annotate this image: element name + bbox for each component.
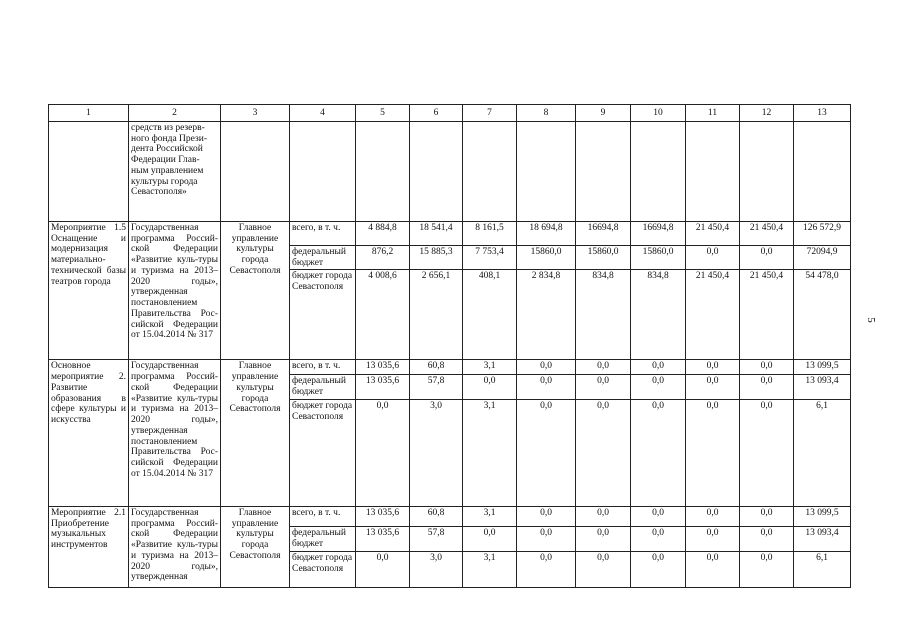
value-cell: 0,0: [356, 551, 410, 587]
funding-source-cell: всего, в т. ч.: [290, 222, 356, 246]
funding-source-cell: федеральный бюджет: [290, 526, 356, 551]
cont-cell: [794, 122, 851, 222]
funding-source-cell: всего, в т. ч.: [290, 506, 356, 526]
value-cell: 3,0: [410, 551, 463, 587]
value-cell: 6,1: [794, 551, 851, 587]
value-cell: 57,8: [410, 526, 463, 551]
value-cell: 13 035,6: [356, 375, 410, 399]
value-cell: 0,0: [740, 399, 794, 506]
budget-table: [48, 104, 851, 588]
value-cell: 876,2: [356, 246, 410, 270]
header-cell: 12: [740, 105, 794, 122]
executor-cell: Главное управление культуры города Севастополя: [221, 506, 290, 587]
value-cell: 0,0: [517, 375, 576, 399]
value-cell: 13 093,4: [794, 526, 851, 551]
value-cell: 834,8: [576, 270, 631, 360]
value-cell: 0,0: [576, 526, 631, 551]
value-cell: 60,8: [410, 360, 463, 375]
value-cell: 0,0: [463, 375, 517, 399]
value-cell: 0,0: [686, 506, 740, 526]
value-cell: 0,0: [517, 506, 576, 526]
value-cell: 0,0: [576, 360, 631, 375]
value-cell: 3,1: [463, 506, 517, 526]
program-cell: Государственная программа Россий-ской Федерации «Развитие куль-туры и туризма на 2013–2020 годы», утвержденная: [129, 506, 221, 587]
executor-cell: Главное управление культуры города Севастополя: [221, 360, 290, 506]
value-cell: 0,0: [686, 246, 740, 270]
value-cell: 2 656,1: [410, 270, 463, 360]
value-cell: 3,1: [463, 551, 517, 587]
value-cell: 0,0: [631, 526, 686, 551]
cont-cell: [410, 122, 463, 222]
measure-cell: Мероприятие 1.5 Оснащение и модернизация материально-технической базы театров города: [49, 222, 129, 360]
value-cell: 54 478,0: [794, 270, 851, 360]
value-cell: 21 450,4: [686, 270, 740, 360]
value-cell: 0,0: [356, 399, 410, 506]
value-cell: 126 572,9: [794, 222, 851, 246]
continuation-row: [49, 122, 851, 222]
value-cell: 834,8: [631, 270, 686, 360]
value-cell: 72094,9: [794, 246, 851, 270]
program-cell: Государственная программа Россий-ской Федерации «Развитие куль-туры и туризма на 2013–2020 годы», утвержденная постановлением Правительства Рос-сийской Федерации от 15.04.2014 № 317: [129, 222, 221, 360]
header-row: [49, 105, 851, 122]
funding-source-cell: бюджет города Севастополя: [290, 270, 356, 360]
header-cell: 5: [356, 105, 410, 122]
value-cell: 15 885,3: [410, 246, 463, 270]
cont-cell: [686, 122, 740, 222]
header-cell: 1: [49, 105, 129, 122]
value-cell: 0,0: [740, 506, 794, 526]
value-cell: 0,0: [740, 526, 794, 551]
cont-program-cell: средств из резерв- ного фонда Прези- дента Российской Федерации Глав- ным управлением культуры города Севастополя»: [129, 122, 221, 222]
value-cell: 6,1: [794, 399, 851, 506]
value-cell: 57,8: [410, 375, 463, 399]
value-cell: 0,0: [740, 246, 794, 270]
cont-cell: [463, 122, 517, 222]
value-cell: 0,0: [740, 375, 794, 399]
value-cell: 15860,0: [576, 246, 631, 270]
value-cell: 0,0: [686, 360, 740, 375]
value-cell: 0,0: [517, 526, 576, 551]
table-row: [49, 506, 851, 526]
value-cell: 2 834,8: [517, 270, 576, 360]
value-cell: 0,0: [576, 551, 631, 587]
value-cell: 21 450,4: [740, 270, 794, 360]
value-cell: 0,0: [686, 551, 740, 587]
value-cell: 21 450,4: [740, 222, 794, 246]
value-cell: 18 694,8: [517, 222, 576, 246]
header-cell: 3: [221, 105, 290, 122]
value-cell: 0,0: [631, 551, 686, 587]
value-cell: 3,1: [463, 360, 517, 375]
funding-source-cell: бюджет города Севастополя: [290, 551, 356, 587]
value-cell: 0,0: [517, 399, 576, 506]
value-cell: 0,0: [686, 399, 740, 506]
value-cell: 0,0: [686, 375, 740, 399]
value-cell: 0,0: [631, 375, 686, 399]
value-cell: 0,0: [740, 551, 794, 587]
value-cell: 0,0: [631, 360, 686, 375]
table-row: [49, 360, 851, 375]
program-cell: Государственная программа Россий-ской Федерации «Развитие куль-туры и туризма на 2013–2020 годы», утвержденная постановлением Правительства Рос-сийской Федерации от 15.04.2014 № 317: [129, 360, 221, 506]
table-row: [49, 222, 851, 246]
cont-cell: [356, 122, 410, 222]
value-cell: 408,1: [463, 270, 517, 360]
value-cell: 0,0: [576, 506, 631, 526]
value-cell: 21 450,4: [686, 222, 740, 246]
value-cell: 4 884,8: [356, 222, 410, 246]
value-cell: 13 035,6: [356, 526, 410, 551]
value-cell: 0,0: [686, 526, 740, 551]
measure-cell: Основное мероприятие 2. Развитие образования в сфере культуры и искусства: [49, 360, 129, 506]
page-number: 5: [864, 317, 877, 323]
cont-measure-cell: [49, 122, 129, 222]
value-cell: 13 035,6: [356, 506, 410, 526]
value-cell: 13 099,5: [794, 360, 851, 375]
cont-cell: [740, 122, 794, 222]
value-cell: 0,0: [576, 399, 631, 506]
cont-cell: [631, 122, 686, 222]
value-cell: 0,0: [463, 526, 517, 551]
measure-cell: Мероприятие 2.1 Приобретение музыкальных инструментов: [49, 506, 129, 587]
value-cell: 3,0: [410, 399, 463, 506]
value-cell: 0,0: [517, 360, 576, 375]
header-cell: 8: [517, 105, 576, 122]
value-cell: 13 093,4: [794, 375, 851, 399]
value-cell: 8 161,5: [463, 222, 517, 246]
funding-source-cell: федеральный бюджет: [290, 375, 356, 399]
header-cell: 13: [794, 105, 851, 122]
cont-executor-cell: [221, 122, 290, 222]
funding-source-cell: бюджет города Севастополя: [290, 399, 356, 506]
value-cell: 13 099,5: [794, 506, 851, 526]
funding-source-cell: федеральный бюджет: [290, 246, 356, 270]
value-cell: 0,0: [740, 360, 794, 375]
header-cell: 2: [129, 105, 221, 122]
value-cell: 0,0: [631, 506, 686, 526]
executor-cell: Главное управление культуры города Севастополя: [221, 222, 290, 360]
cont-cell: [517, 122, 576, 222]
value-cell: 13 035,6: [356, 360, 410, 375]
value-cell: 15860,0: [517, 246, 576, 270]
value-cell: 16694,8: [631, 222, 686, 246]
value-cell: 4 008,6: [356, 270, 410, 360]
header-cell: 6: [410, 105, 463, 122]
header-cell: 7: [463, 105, 517, 122]
value-cell: 60,8: [410, 506, 463, 526]
value-cell: 0,0: [631, 399, 686, 506]
value-cell: 15860,0: [631, 246, 686, 270]
value-cell: 16694,8: [576, 222, 631, 246]
value-cell: 0,0: [517, 551, 576, 587]
header-cell: 4: [290, 105, 356, 122]
cont-source-cell: [290, 122, 356, 222]
funding-source-cell: всего, в т. ч.: [290, 360, 356, 375]
value-cell: 0,0: [576, 375, 631, 399]
value-cell: 3,1: [463, 399, 517, 506]
header-cell: 11: [686, 105, 740, 122]
cont-cell: [576, 122, 631, 222]
header-cell: 9: [576, 105, 631, 122]
value-cell: 7 753,4: [463, 246, 517, 270]
header-cell: 10: [631, 105, 686, 122]
value-cell: 18 541,4: [410, 222, 463, 246]
